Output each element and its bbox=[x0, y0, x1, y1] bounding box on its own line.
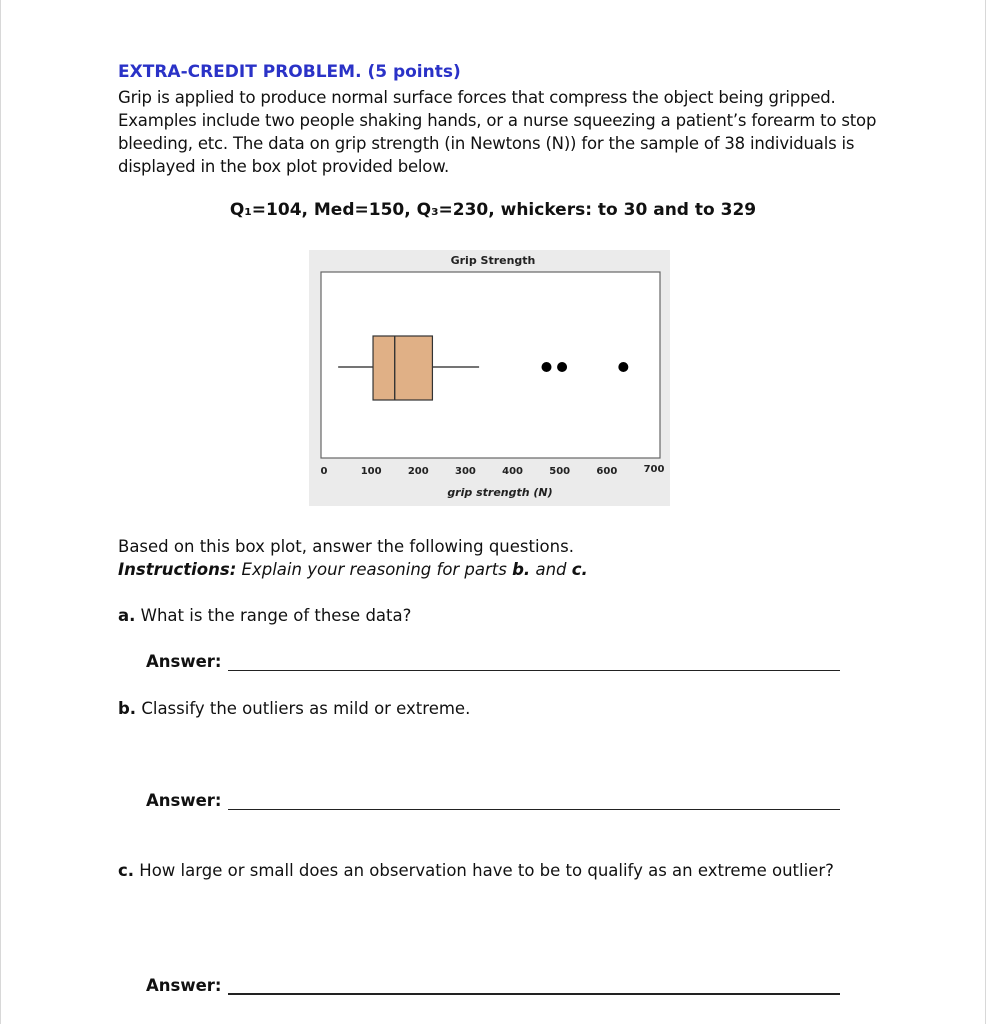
instructions-label: Instructions: bbox=[118, 560, 237, 579]
question-b bbox=[118, 699, 470, 718]
question-a-letter: a. bbox=[118, 606, 136, 625]
instructions-part-c: c. bbox=[571, 560, 588, 579]
plot-area bbox=[321, 272, 660, 458]
answer-a-line[interactable] bbox=[228, 656, 840, 671]
question-b-letter: b. bbox=[118, 699, 137, 718]
x-tick-label-200: 200 bbox=[407, 466, 429, 477]
answer-a-label: Answer: bbox=[146, 652, 222, 671]
question-a-text: What is the range of these data? bbox=[135, 606, 412, 625]
page-edge-left bbox=[0, 0, 1, 1024]
question-c-text: How large or small does an observation have to be to qualify as an extreme outlier? bbox=[134, 861, 834, 880]
question-c bbox=[118, 861, 834, 880]
answer-c-row bbox=[146, 976, 840, 995]
problem-intro: Grip is applied to produce normal surface forces that compress the object being gripped. Examples include two people shaking hands, or a nurse squeezing a patient’s forearm to stop bleeding, etc. The data on grip strength (in Newtons (N)) for the sample of 38 individuals is displayed in the box plot provided below. bbox=[118, 88, 877, 176]
x-tick-label-600: 600 bbox=[596, 466, 618, 477]
x-tick-label-700: 700 bbox=[643, 464, 665, 475]
chart-title: Grip Strength bbox=[450, 254, 536, 267]
instructions-and: and bbox=[530, 560, 572, 579]
instructions-intro: Based on this box plot, answer the following questions. bbox=[118, 537, 574, 556]
box-plot-figure bbox=[309, 250, 670, 506]
x-tick-label-500: 500 bbox=[549, 466, 571, 477]
x-tick-label-400: 400 bbox=[502, 466, 524, 477]
instructions-text: Explain your reasoning for parts bbox=[236, 560, 513, 579]
x-axis-label: grip strength (N) bbox=[447, 486, 553, 499]
question-a bbox=[118, 606, 411, 625]
outlier-point-2 bbox=[557, 362, 567, 372]
outlier-point-3 bbox=[618, 362, 628, 372]
box-plot-svg bbox=[309, 250, 670, 506]
answer-c-label: Answer: bbox=[146, 976, 222, 995]
outlier-point-1 bbox=[542, 362, 552, 372]
answer-b-line[interactable] bbox=[228, 795, 840, 810]
problem-heading: EXTRA-CREDIT PROBLEM. (5 points) bbox=[118, 62, 461, 82]
x-tick-label-0: 0 bbox=[320, 466, 328, 477]
instructions-line bbox=[118, 560, 588, 579]
instructions-part-b: b. bbox=[512, 560, 531, 579]
answer-b-label: Answer: bbox=[146, 791, 222, 810]
x-tick-label-100: 100 bbox=[360, 466, 382, 477]
question-b-text: Classify the outliers as mild or extreme. bbox=[136, 699, 471, 718]
answer-a-row bbox=[146, 652, 840, 671]
iqr-box bbox=[373, 336, 432, 400]
quartile-summary: Q₁=104, Med=150, Q₃=230, whickers: to 30 and to 329 bbox=[229, 200, 757, 220]
answer-b-row bbox=[146, 791, 840, 810]
question-c-letter: c. bbox=[118, 861, 135, 880]
answer-c-line[interactable] bbox=[228, 979, 840, 995]
x-tick-label-300: 300 bbox=[454, 466, 476, 477]
